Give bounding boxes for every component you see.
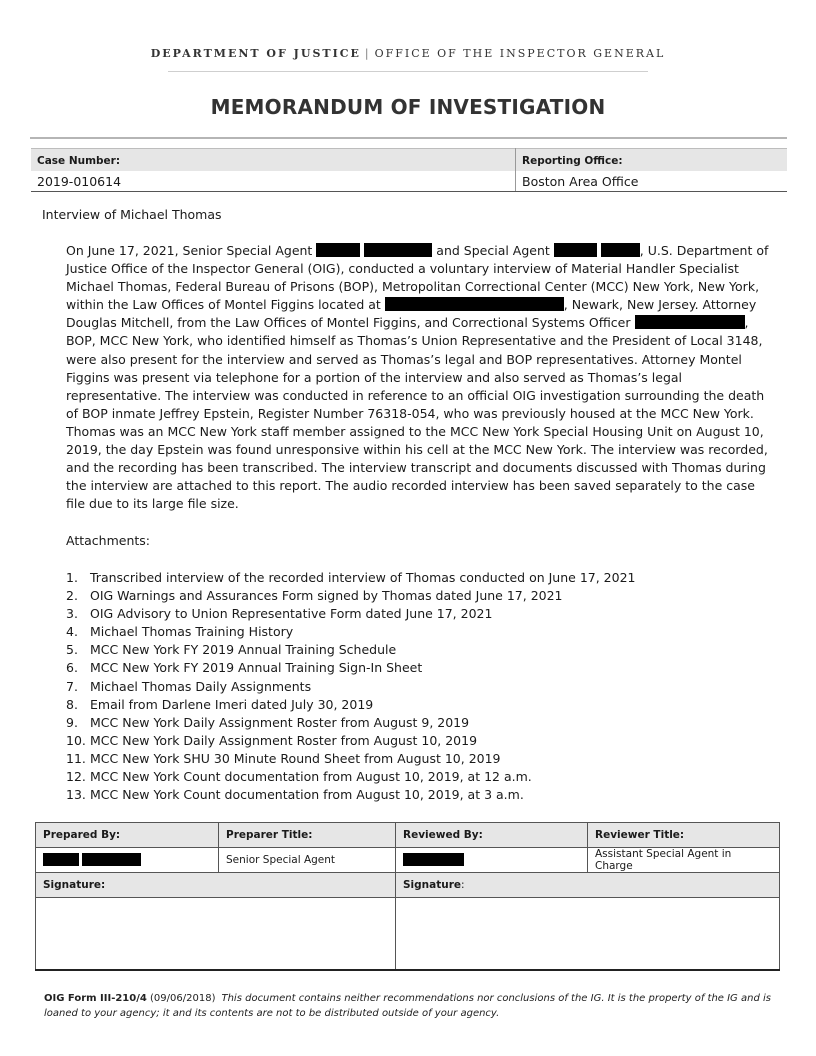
attachment-item <box>66 714 635 732</box>
attachment-item <box>66 587 635 605</box>
attachment-number: 6. <box>66 660 78 676</box>
attachment-text: MCC New York FY 2019 Annual Training Schedule <box>90 642 397 658</box>
signature-table <box>35 822 780 971</box>
body-text-2: and Special Agent <box>436 243 550 258</box>
attachment-item <box>66 732 635 750</box>
attachment-text: MCC New York SHU 30 Minute Round Sheet from August 10, 2019 <box>90 750 501 766</box>
attachment-number: 13. <box>66 787 86 803</box>
redaction-block <box>364 243 432 257</box>
preparer-signature-box <box>36 898 396 971</box>
attachment-text: Michael Thomas Training History <box>90 624 294 640</box>
agency-primary: DEPARTMENT OF JUSTICE <box>150 47 361 60</box>
document-title: MEMORANDUM OF INVESTIGATION <box>210 95 606 119</box>
reviewer-title-label: Reviewer Title: <box>588 823 780 848</box>
attachment-item <box>66 768 635 786</box>
agency-secondary: OFFICE OF THE INSPECTOR GENERAL <box>374 47 666 60</box>
agency-divider <box>168 71 648 72</box>
attachment-number: 1. <box>66 570 78 585</box>
reporting-office-label: Reporting Office: <box>516 149 788 172</box>
reviewer-signature-box <box>396 898 780 971</box>
attachment-text: OIG Warnings and Assurances Form signed by Thomas dated June 17, 2021 <box>90 588 563 604</box>
attachment-number: 9. <box>66 714 78 730</box>
attachment-text: Michael Thomas Daily Assignments <box>90 678 312 694</box>
prepared-by-value <box>36 848 219 873</box>
attachment-text: MCC New York Daily Assignment Roster from August 9, 2019 <box>90 714 470 730</box>
body-text-1: On June 17, 2021, Senior Special Agent <box>66 243 313 258</box>
attachment-item <box>66 659 635 677</box>
attachment-number: 12. <box>66 769 86 785</box>
redaction-block <box>601 243 640 257</box>
attachment-item <box>66 623 635 641</box>
attachment-item <box>66 678 635 696</box>
attachment-number: 8. <box>66 696 78 712</box>
attachment-number: 3. <box>66 606 78 622</box>
attachment-item <box>66 641 635 659</box>
title-divider <box>30 137 787 139</box>
form-id: OIG Form III-210/4 <box>44 993 147 1004</box>
body-paragraph <box>66 242 772 513</box>
case-info-table <box>31 148 787 192</box>
reviewed-by-value <box>396 848 588 873</box>
form-footer <box>44 991 779 1021</box>
attachment-item <box>66 605 635 623</box>
form-date: (09/06/2018) <box>150 993 216 1004</box>
attachment-number: 10. <box>66 732 86 748</box>
redaction-block <box>82 853 141 866</box>
signature-label-right <box>396 873 780 898</box>
attachment-number: 7. <box>66 678 78 694</box>
footer-notice: This document contains neither recommendations nor conclusions of the IG. It is the property of the IG and is loaned to your agency; it and its contents are not to be distributed outside of your agency. <box>44 993 771 1019</box>
body-text-4: , Newark, New Jersey. Attorney Douglas Mitchell, from the Law Offices of Montel Figgins, and Correctional Systems Officer <box>66 297 757 331</box>
attachment-text: MCC New York Count documentation from August 10, 2019, at 3 a.m. <box>90 787 524 803</box>
redaction-block <box>635 315 745 329</box>
redaction-block <box>403 853 464 866</box>
attachment-text: MCC New York Count documentation from August 10, 2019, at 12 a.m. <box>90 769 532 785</box>
agency-separator: | <box>364 47 371 60</box>
body-text-5: , BOP, MCC New York, who identified himself as Thomas’s Union Representative and the President of Local 3148, were also present for the interview and served as Thomas’s legal and BOP representatives. Attorney Montel Figgins was present via telephone for a portion of the interview and also served as Thomas’s legal representative. The interview was conducted in reference to an official OIG investigation surrounding the death of BOP inmate Jeffrey Epstein, Register Number 76318-054, who was previously housed at the MCC New York. Thomas was an MCC New York staff member assigned to the MCC New York Special Housing Unit on August 10, 2019, the day Epstein was found unresponsive within his cell at the MCC New York. The interview was recorded, and the recording has been transcribed. The interview transcript and documents discussed with Thomas during the interview are attached to this report. The audio recorded interview has been saved separately to the case file due to its large file size. <box>66 315 768 512</box>
agency-header <box>0 47 816 60</box>
prepared-by-label: Prepared By: <box>36 823 219 848</box>
case-number-value: 2019-010614 <box>31 171 516 192</box>
attachment-number: 4. <box>66 624 78 640</box>
signature-label-colon: : <box>461 879 465 891</box>
reviewed-by-label: Reviewed By: <box>396 823 588 848</box>
preparer-title-value: Senior Special Agent <box>219 848 396 873</box>
attachment-item <box>66 696 635 714</box>
attachment-text: MCC New York FY 2019 Annual Training Sign-In Sheet <box>90 660 423 676</box>
redaction-block <box>554 243 597 257</box>
attachment-text: Transcribed interview of the recorded interview of Thomas conducted on June 17, 2021 <box>90 570 636 585</box>
attachments-label: Attachments: <box>66 533 151 548</box>
memo-subject: Interview of Michael Thomas <box>42 207 222 222</box>
redaction-block <box>43 853 79 866</box>
attachment-item <box>66 750 635 768</box>
signature-label-right-text: Signature <box>403 879 462 891</box>
attachment-item <box>66 569 635 587</box>
attachment-text: MCC New York Daily Assignment Roster from August 10, 2019 <box>90 732 478 748</box>
attachment-number: 5. <box>66 642 78 658</box>
reviewer-title-value: Assistant Special Agent in Charge <box>588 848 780 873</box>
redaction-block <box>385 297 564 311</box>
attachment-text: Email from Darlene Imeri dated July 30, 2019 <box>90 696 374 712</box>
reporting-office-value: Boston Area Office <box>516 171 788 192</box>
preparer-title-label: Preparer Title: <box>219 823 396 848</box>
attachments-list <box>66 569 635 804</box>
attachment-number: 2. <box>66 588 78 604</box>
attachment-item <box>66 786 635 804</box>
signature-label-left: Signature: <box>36 873 396 898</box>
case-number-label: Case Number: <box>31 149 516 172</box>
attachment-number: 11. <box>66 750 86 766</box>
body-text-3: , U.S. Department of Justice Office of the Inspector General (OIG), conducted a voluntary interview of Material Handler Specialist Michael Thomas, Federal Bureau of Prisons (BOP), Metropolitan Correctional Center (MCC) New York, New York, within the Law Offices of Montel Figgins located at <box>66 243 769 313</box>
redaction-block <box>316 243 360 257</box>
attachment-text: OIG Advisory to Union Representative Form dated June 17, 2021 <box>90 606 493 622</box>
